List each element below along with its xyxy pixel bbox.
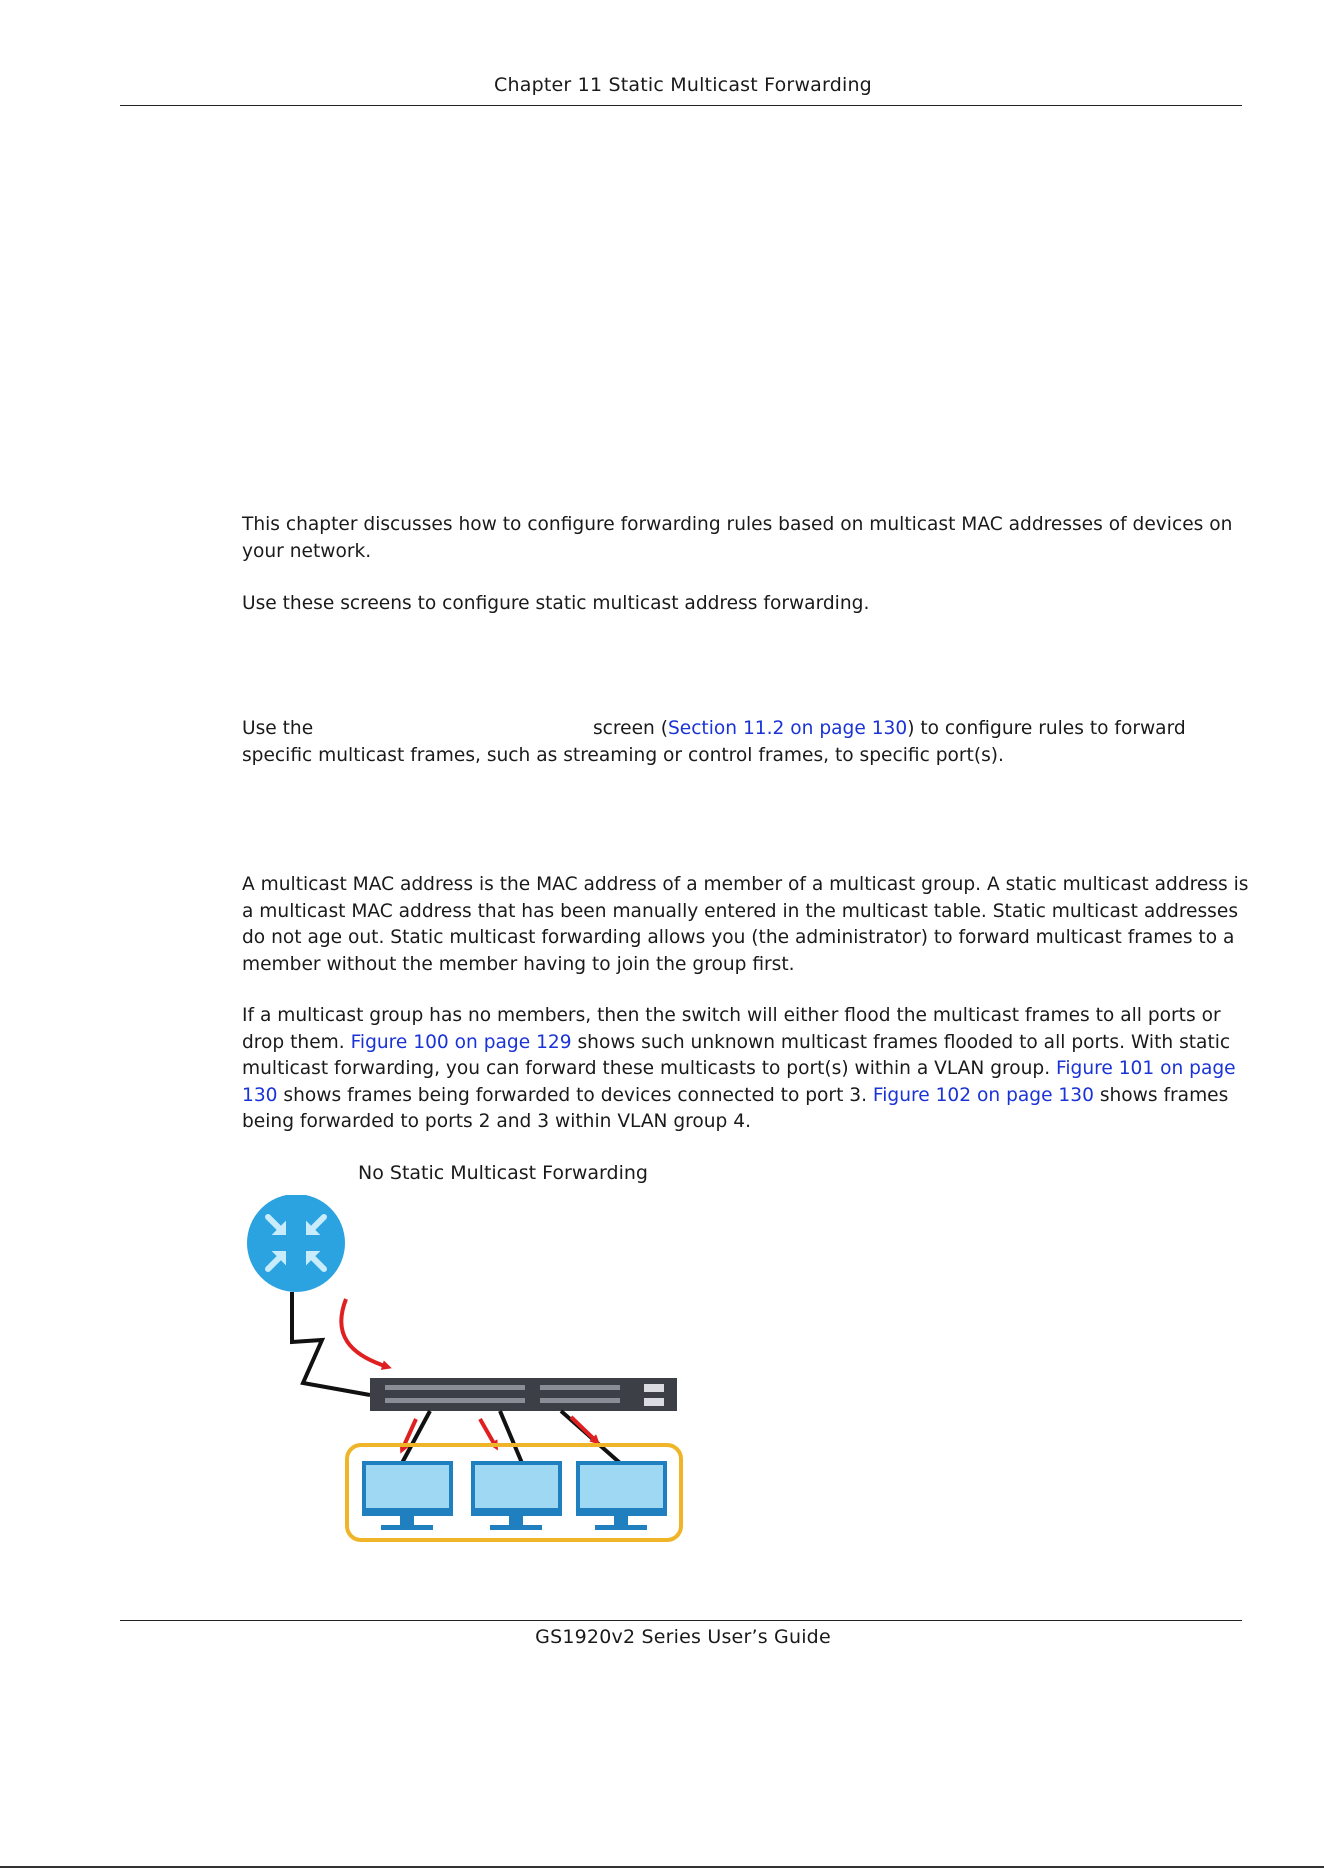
overview-text-d: shows frames being forwarded to ports 2 and 3 within VLAN group 4. bbox=[242, 1084, 1229, 1132]
multicast-diagram bbox=[240, 1195, 690, 1555]
figure-100-link[interactable]: Figure 100 on page 129 bbox=[350, 1031, 572, 1053]
page-footer-title: GS1920v2 Series User’s Guide bbox=[535, 1626, 831, 1648]
intro-usage-paragraph: Use these screens to configure static multicast address forwarding. bbox=[242, 593, 870, 614]
switch-icon bbox=[370, 1378, 677, 1411]
scan-edge-line bbox=[0, 1866, 1324, 1868]
footer-rule bbox=[120, 1620, 1242, 1621]
header-rule bbox=[120, 105, 1242, 106]
incoming-multicast-arrow bbox=[341, 1299, 388, 1367]
flood-arrow bbox=[480, 1419, 496, 1447]
figure-101-link[interactable]: Figure 101 on page 130 bbox=[242, 1058, 1236, 1106]
screen-paragraph-prefix: Use the bbox=[242, 718, 320, 739]
overview-text-c: shows frames being forwarded to devices connected to port 3. bbox=[277, 1084, 873, 1106]
overview-text-a: If a multicast group has no members, then the switch will either flood the multicast frames to all ports or drop them. bbox=[242, 1005, 1221, 1053]
section-link[interactable]: Section 11.2 on page 130 bbox=[667, 718, 908, 739]
overview-text-b: shows such unknown multicast frames flooded to all ports. With static multicast forwarding, you can forward these multicasts to port(s) within a VLAN group. bbox=[242, 1031, 1231, 1079]
monitor-icon bbox=[362, 1461, 453, 1530]
overview-paragraph-2 bbox=[242, 1003, 1252, 1136]
screen-paragraph-rest: ) to configure rules to forward specific multicast frames, such as streaming or control frames, to specific port(s). bbox=[242, 718, 1186, 766]
monitor-icon bbox=[576, 1461, 667, 1530]
figure-title: No Static Multicast Forwarding bbox=[358, 1162, 648, 1184]
overview-paragraph: A multicast MAC address is the MAC address of a member of a multicast group. A static multicast address is a multicast MAC address that has been manually entered in the multicast table. Static multicast addresses do not age out. Static multicast forwarding allows you (the administrator) to forward multicast frames to a member without the member having to join the group first. bbox=[242, 874, 1249, 975]
screen-paragraph bbox=[242, 716, 1252, 769]
intro-paragraph: This chapter discusses how to configure forwarding rules based on multicast MAC addresses of devices on your network. bbox=[242, 514, 1233, 562]
port-cable bbox=[500, 1411, 522, 1463]
page-header-title: Chapter 11 Static Multicast Forwarding bbox=[494, 74, 872, 96]
figure-102-link[interactable]: Figure 102 on page 130 bbox=[872, 1084, 1094, 1106]
flood-arrow bbox=[571, 1417, 597, 1442]
router-icon bbox=[247, 1195, 345, 1292]
uplink-cable bbox=[292, 1292, 370, 1395]
monitor-icon bbox=[471, 1461, 562, 1530]
screen-paragraph-suffix: screen ( bbox=[587, 718, 668, 739]
